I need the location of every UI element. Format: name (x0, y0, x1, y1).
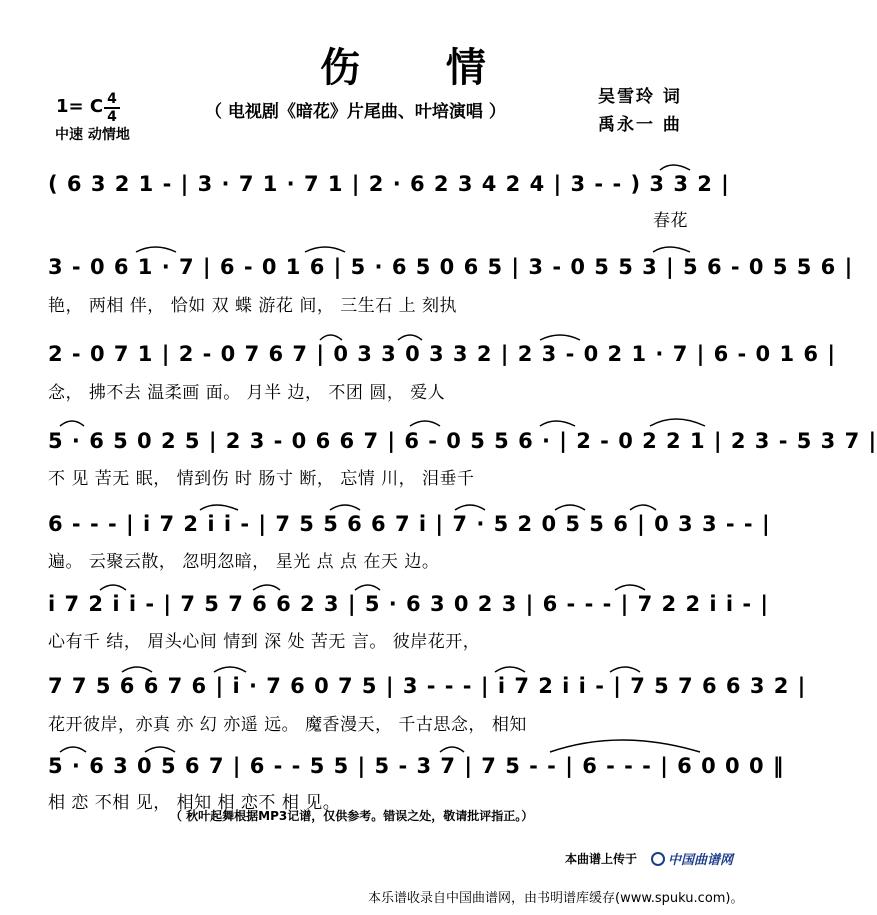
lyricist-credit: 吴雪玲 词 (598, 87, 682, 107)
notation-row-3: 2 - 0 7 1 | 2 - 0 7 6 7 | 0 3 3 0 3 3 2 | 2 3 - 0 2 1 · 7 | 6 - 0 1 6 | (48, 342, 836, 366)
lyrics-row-6: 心有千 结， 眉头心间 情到 深 处 苦无 言。 彼岸花开， (48, 632, 481, 652)
notation-row-4: 5 · 6 5 0 2 5 | 2 3 - 0 6 6 7 | 6 - 0 5 5 6 · | 2 - 0 2 2 1 | 2 3 - 5 3 7 | (48, 429, 877, 453)
composer-credit: 禹永一 曲 (598, 115, 682, 135)
notation-row-2: 3 - 0 6 1 · 7 | 6 - 0 1 6 | 5 · 6 5 0 6 5 | 3 - 0 5 5 3 | 5 6 - 0 5 5 6 | (48, 255, 854, 279)
notation-row-6: i 7 2 i i - | 7 5 7 6 6 2 3 | 5 · 6 3 0 2 3 | 6 - - - | 7 2 2 i i - | (48, 592, 770, 616)
time-signature-denominator: 4 (107, 109, 117, 125)
transcription-note: （ 秋叶起舞根据MP3记谱，仅供参考。错误之处，敬请批评指正。） (170, 809, 534, 823)
source-attribution: 本乐谱收录自中国曲谱网，由书明谱库缓存(www.spuku.com)。 (368, 891, 744, 906)
lyrics-row-3: 念， 拂不去 温柔画 面。 月半 边， 不团 圆， 爱人 (48, 383, 446, 403)
time-signature (104, 92, 120, 124)
key-signature: 1= C (56, 96, 104, 117)
upload-notice: 本曲谱上传于 (565, 852, 638, 866)
notation-row-1: ( 6 3 2 1 - | 3 · 7 1 · 7 1 | 2 · 6 2 3 4 2 4 | 3 - - ) 3 3 2 | (48, 172, 730, 196)
site-logo-text: 中国曲谱网 (668, 853, 734, 868)
song-title: 伤 情 (320, 45, 522, 91)
site-logo (651, 849, 733, 868)
time-signature-numerator: 4 (104, 92, 120, 109)
lyrics-row-1: 春花 (653, 211, 688, 231)
lyrics-row-2: 艳， 两相 伴， 恰如 双 蝶 游花 间， 三生石 上 刻执 (48, 296, 458, 316)
lyrics-row-5: 遍。 云聚云散， 忽明忽暗， 星光 点 点 在天 边。 (48, 552, 440, 572)
song-subtitle: （ 电视剧《暗花》片尾曲、叶培演唱 ） (205, 102, 506, 122)
lyrics-row-8: 相 恋 不相 见， 相知 相 恋不 相 见。 (48, 793, 341, 813)
tempo-marking: 中速 动情地 (55, 127, 130, 143)
lyrics-row-4: 不 见 苦无 眠， 情到伤 时 肠寸 断， 忘情 川， 泪垂千 (48, 469, 475, 489)
notation-row-7: 7 7 5 6 6 7 6 | i · 7 6 0 7 5 | 3 - - - | i 7 2 i i - | 7 5 7 6 6 3 2 | (48, 674, 807, 698)
notation-row-5: 6 - - - | i 7 2 i i - | 7 5 5 6 6 7 i | 7 · 5 2 0 5 5 6 | 0 3 3 - - | (48, 512, 771, 536)
notation-row-8: 5 · 6 3 0 5 6 7 | 6 - - 5 5 | 5 - 3 7 | 7 5 - - | 6 - - - | 6 0 0 0 ‖ (48, 754, 785, 778)
lyrics-row-7: 花开彼岸，亦真 亦 幻 亦遥 远。 魔香漫天， 千古思念， 相知 (48, 715, 527, 735)
logo-icon (651, 852, 665, 866)
